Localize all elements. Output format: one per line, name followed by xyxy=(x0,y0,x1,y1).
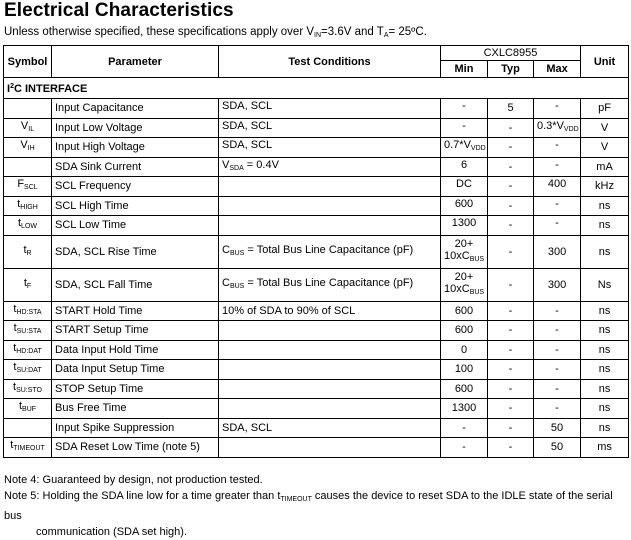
typ-cell: - xyxy=(488,340,534,360)
table-row xyxy=(4,235,629,268)
table-row xyxy=(4,157,629,177)
unit-cell: ms xyxy=(581,438,629,458)
symbol-cell: $t_F$ xyxy=(4,268,52,301)
parameter-cell: SDA, SCL Rise Time xyxy=(52,235,219,268)
header-typ: Typ xyxy=(488,61,534,78)
test-condition-cell xyxy=(219,360,441,380)
symbol-cell: $F_{SCL}$ xyxy=(4,177,52,197)
parameter-cell: Input Low Voltage xyxy=(52,118,219,138)
note-4: Note 4: Guaranteed by design, not production tested. xyxy=(4,474,263,486)
unit-cell: V xyxy=(581,118,629,138)
symbol-cell: $t_{HD:DAT}$ xyxy=(4,340,52,360)
table-row xyxy=(4,399,629,419)
header-min: Min xyxy=(441,61,488,78)
min-cell: $0.7*V_{VDD}$ xyxy=(441,138,488,158)
min-cell: 100 xyxy=(441,360,488,380)
test-condition-cell: SDA, SCL xyxy=(219,118,441,138)
test-condition-cell xyxy=(219,196,441,216)
typ-cell: - xyxy=(488,418,534,438)
typ-cell: - xyxy=(488,379,534,399)
test-condition-cell xyxy=(219,379,441,399)
min-cell: 600 xyxy=(441,196,488,216)
header-part-number: CXLC8955 xyxy=(441,46,581,61)
symbol-cell xyxy=(4,157,52,177)
header-test-conditions: Test Conditions xyxy=(219,46,441,78)
symbol-cell: $t_{SU:STA}$ xyxy=(4,321,52,341)
symbol-cell: $t_{TIMEOUT}$ xyxy=(4,438,52,458)
min-cell: DC xyxy=(441,177,488,197)
table-row xyxy=(4,321,629,341)
parameter-cell: SDA Reset Low Time (note 5) xyxy=(52,438,219,458)
parameter-cell: Bus Free Time xyxy=(52,399,219,419)
test-condition-cell xyxy=(219,321,441,341)
min-cell: 20+ $10xC_{BUS}$ xyxy=(441,268,488,301)
unit-cell: kHz xyxy=(581,177,629,197)
max-cell: - xyxy=(534,399,581,419)
parameter-cell: SDA Sink Current xyxy=(52,157,219,177)
unit-cell: ns xyxy=(581,216,629,236)
max-cell: - xyxy=(534,340,581,360)
table-row xyxy=(4,418,629,438)
parameter-cell: START Setup Time xyxy=(52,321,219,341)
typ-cell: - xyxy=(488,235,534,268)
parameter-cell: Input Spike Suppression xyxy=(52,418,219,438)
max-cell: 50 xyxy=(534,438,581,458)
test-condition-cell: SDA, SCL xyxy=(219,99,441,119)
note-5: Note 5: Holding the SDA line low for a time greater than $t_{TIMEOUT}$ causes the device to reset SDA to the IDLE state of the serial bus xyxy=(4,490,613,522)
max-cell: - xyxy=(534,216,581,236)
unit-cell: ns xyxy=(581,321,629,341)
unit-cell: ns xyxy=(581,418,629,438)
parameter-cell: Data Input Setup Time xyxy=(52,360,219,380)
min-cell: - xyxy=(441,99,488,119)
min-cell: 600 xyxy=(441,379,488,399)
symbol-cell: $t_{HIGH}$ xyxy=(4,196,52,216)
symbol-cell: $V_{IH}$ xyxy=(4,138,52,158)
max-cell: - xyxy=(534,301,581,321)
typ-cell: - xyxy=(488,399,534,419)
max-cell: 300 xyxy=(534,268,581,301)
max-cell: - xyxy=(534,321,581,341)
section-i2c-interface: $I^2C$ INTERFACE xyxy=(4,78,629,99)
parameter-cell: Input Capacitance xyxy=(52,99,219,119)
test-condition-cell xyxy=(219,177,441,197)
typ-cell: - xyxy=(488,177,534,197)
table-row xyxy=(4,360,629,380)
test-condition-cell xyxy=(219,340,441,360)
page-title: Electrical Characteristics xyxy=(4,0,234,21)
symbol-cell: $t_{LOW}$ xyxy=(4,216,52,236)
max-cell: - xyxy=(534,360,581,380)
unit-cell: V xyxy=(581,138,629,158)
typ-cell: - xyxy=(488,138,534,158)
header-parameter: Parameter xyxy=(52,46,219,78)
typ-cell: - xyxy=(488,268,534,301)
header-max: Max xyxy=(534,61,581,78)
symbol-cell: $t_{HD:STA}$ xyxy=(4,301,52,321)
test-condition-cell: $C_{BUS}$ = Total Bus Line Capacitance (pF) xyxy=(219,268,441,301)
symbol-cell xyxy=(4,418,52,438)
note-5-continued: communication (SDA set high). xyxy=(36,526,188,538)
max-cell: 300 xyxy=(534,235,581,268)
max-cell: 50 xyxy=(534,418,581,438)
max-cell: $0.3*V_{VDD}$ xyxy=(534,118,581,138)
subtitle: Unless otherwise specified, these specifications apply over $V_{IN}=3.6V$ and $T_A=$ 25ºC. xyxy=(4,26,427,39)
typ-cell: 5 xyxy=(488,99,534,119)
table-row xyxy=(4,99,629,119)
min-cell: 0 xyxy=(441,340,488,360)
typ-cell: - xyxy=(488,438,534,458)
unit-cell: ns xyxy=(581,379,629,399)
max-cell: - xyxy=(534,99,581,119)
typ-cell: - xyxy=(488,360,534,380)
parameter-cell: Data Input Hold Time xyxy=(52,340,219,360)
typ-cell: - xyxy=(488,157,534,177)
test-condition-cell xyxy=(219,216,441,236)
unit-cell: ns xyxy=(581,340,629,360)
parameter-cell: SCL Low Time xyxy=(52,216,219,236)
test-condition-cell: 10% of SDA to 90% of SCL xyxy=(219,301,441,321)
unit-cell: Ns xyxy=(581,268,629,301)
typ-cell: - xyxy=(488,216,534,236)
typ-cell: - xyxy=(488,301,534,321)
max-cell: - xyxy=(534,379,581,399)
table-row xyxy=(4,216,629,236)
test-condition-cell xyxy=(219,438,441,458)
max-cell: 400 xyxy=(534,177,581,197)
table-row xyxy=(4,379,629,399)
parameter-cell: STOP Setup Time xyxy=(52,379,219,399)
table-row xyxy=(4,301,629,321)
typ-cell: - xyxy=(488,321,534,341)
table-row xyxy=(4,177,629,197)
typ-cell: - xyxy=(488,118,534,138)
min-cell: - xyxy=(441,118,488,138)
unit-cell: ns xyxy=(581,301,629,321)
table-row xyxy=(4,138,629,158)
parameter-cell: SCL High Time xyxy=(52,196,219,216)
unit-cell: ns xyxy=(581,360,629,380)
unit-cell: pF xyxy=(581,99,629,119)
symbol-cell: $t_{BUF}$ xyxy=(4,399,52,419)
min-cell: 1300 xyxy=(441,216,488,236)
table-row xyxy=(4,268,629,301)
min-cell: 20+ $10xC_{BUS}$ xyxy=(441,235,488,268)
symbol-cell xyxy=(4,99,52,119)
symbol-cell: $t_{SU:STO}$ xyxy=(4,379,52,399)
unit-cell: ns xyxy=(581,399,629,419)
min-cell: 6 xyxy=(441,157,488,177)
header-symbol: Symbol xyxy=(4,46,52,78)
unit-cell: mA xyxy=(581,157,629,177)
test-condition-cell: SDA, SCL xyxy=(219,138,441,158)
min-cell: 600 xyxy=(441,301,488,321)
parameter-cell: SCL Frequency xyxy=(52,177,219,197)
table-row xyxy=(4,438,629,458)
parameter-cell: SDA, SCL Fall Time xyxy=(52,268,219,301)
min-cell: 600 xyxy=(441,321,488,341)
unit-cell: ns xyxy=(581,235,629,268)
max-cell: - xyxy=(534,196,581,216)
notes xyxy=(4,472,628,540)
parameter-cell: Input High Voltage xyxy=(52,138,219,158)
symbol-cell: $t_{SU:DAT}$ xyxy=(4,360,52,380)
table-row xyxy=(4,118,629,138)
min-cell: 1300 xyxy=(441,399,488,419)
header-unit: Unit xyxy=(581,46,629,78)
max-cell: - xyxy=(534,138,581,158)
symbol-cell: $t_R$ xyxy=(4,235,52,268)
min-cell: - xyxy=(441,418,488,438)
unit-cell: ns xyxy=(581,196,629,216)
test-condition-cell: $C_{BUS}$ = Total Bus Line Capacitance (pF) xyxy=(219,235,441,268)
typ-cell: - xyxy=(488,196,534,216)
electrical-characteristics-table xyxy=(3,45,629,458)
test-condition-cell: SDA, SCL xyxy=(219,418,441,438)
min-cell: - xyxy=(441,438,488,458)
table-row xyxy=(4,196,629,216)
parameter-cell: START Hold Time xyxy=(52,301,219,321)
table-row xyxy=(4,340,629,360)
test-condition-cell xyxy=(219,399,441,419)
symbol-cell: $V_{IL}$ xyxy=(4,118,52,138)
max-cell: - xyxy=(534,157,581,177)
test-condition-cell: $V_{SDA} = 0.4V$ xyxy=(219,157,441,177)
